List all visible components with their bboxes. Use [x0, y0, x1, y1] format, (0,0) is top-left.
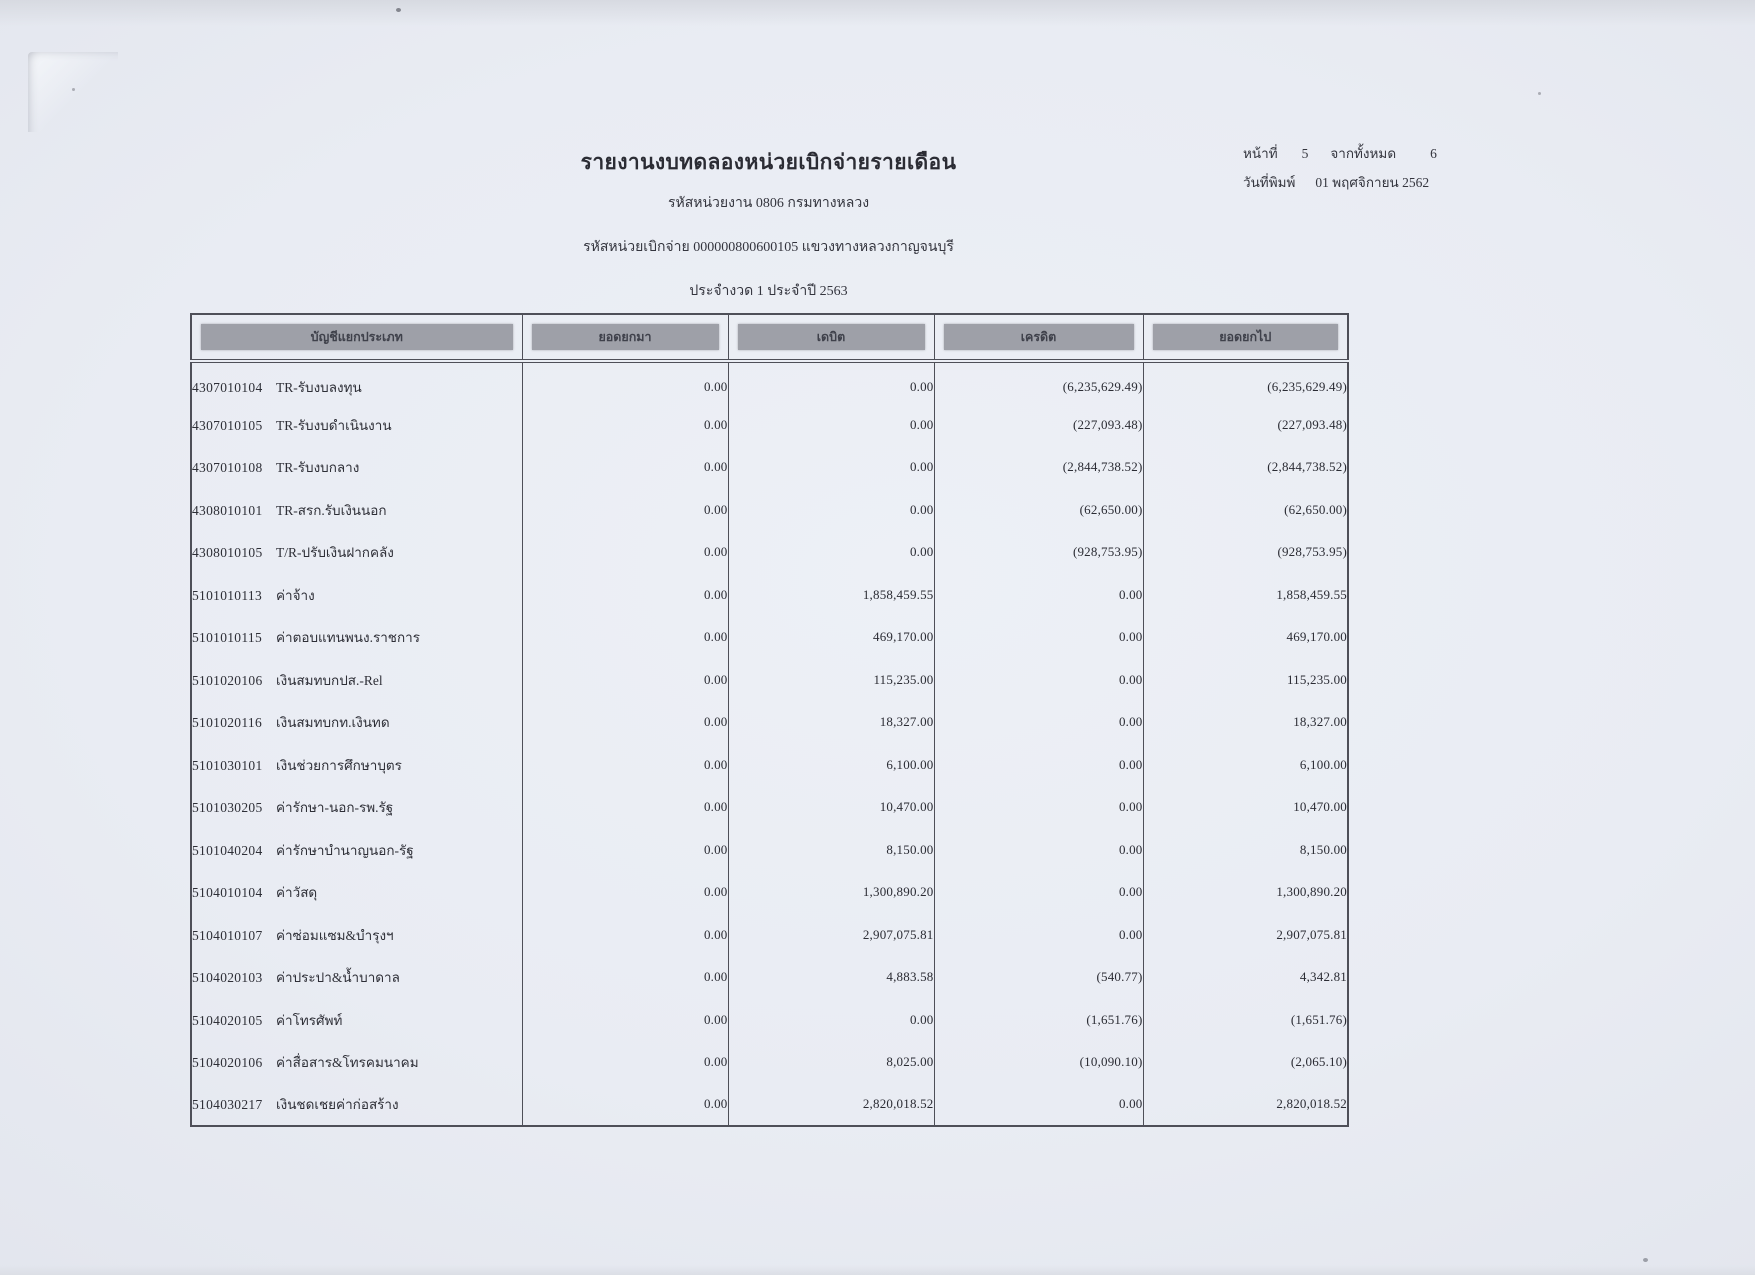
period-line: ประจำงวด 1 ประจำปี 2563: [689, 284, 848, 299]
account-code: 5101040204: [192, 842, 263, 858]
opening-balance-cell: 0.00: [522, 744, 728, 787]
account-cell: [191, 701, 522, 744]
print-date-line: [1243, 171, 1437, 193]
debit-cell: 0.00: [728, 489, 934, 532]
debit-cell: 8,025.00: [728, 1041, 934, 1084]
debit-cell: 0.00: [728, 446, 934, 489]
closing-balance-cell: (2,844,738.52): [1143, 446, 1348, 489]
account-code: 4307010108: [192, 460, 263, 476]
credit-cell: 0.00: [934, 829, 1143, 872]
account-name: เงินช่วยการศึกษาบุตร: [276, 757, 402, 773]
table-row: [191, 659, 1348, 702]
credit-cell: (6,235,629.49): [934, 361, 1143, 404]
credit-cell: 0.00: [934, 574, 1143, 617]
closing-balance-cell: 115,235.00: [1143, 659, 1348, 702]
account-cell: [191, 871, 522, 914]
debit-cell: 2,820,018.52: [728, 1084, 934, 1127]
account-code: 4307010104: [192, 380, 263, 396]
account-name: เงินสมทบกท.เงินทด: [276, 715, 390, 731]
opening-balance-cell: 0.00: [522, 786, 728, 829]
closing-balance-cell: 2,820,018.52: [1143, 1084, 1348, 1127]
opening-balance-cell: 0.00: [522, 956, 728, 999]
credit-cell: 0.00: [934, 1084, 1143, 1127]
table-row: [191, 616, 1348, 659]
account-code: 5104030217: [192, 1097, 263, 1113]
credit-cell: 0.00: [934, 659, 1143, 702]
column-header-label: เครดิต: [944, 324, 1134, 350]
debit-cell: 0.00: [728, 404, 934, 447]
account-cell: [191, 361, 522, 404]
table-row: [191, 701, 1348, 744]
opening-balance-cell: 0.00: [522, 489, 728, 532]
opening-balance-cell: 0.00: [522, 404, 728, 447]
opening-balance-cell: 0.00: [522, 829, 728, 872]
debit-cell: 2,907,075.81: [728, 914, 934, 957]
account-name: เงินสมทบกปส.-Rel: [276, 672, 383, 688]
column-header-opening-balance: [522, 314, 728, 361]
account-name: TR-สรก.รับเงินนอก: [276, 502, 387, 518]
opening-balance-cell: 0.00: [522, 446, 728, 489]
credit-cell: 0.00: [934, 786, 1143, 829]
debit-cell: 0.00: [728, 999, 934, 1042]
table-header-row: [191, 314, 1348, 361]
account-code: 5104010107: [192, 927, 263, 943]
account-code: 5101010113: [192, 587, 262, 603]
print-date-label: วันที่พิมพ์: [1243, 175, 1296, 190]
account-name: ค่าซ่อมแซม&บำรุงฯ: [276, 927, 394, 943]
closing-balance-cell: 469,170.00: [1143, 616, 1348, 659]
table-row: [191, 956, 1348, 999]
table-row: [191, 744, 1348, 787]
account-code: 5101020116: [192, 715, 262, 731]
account-name: ค่าประปา&น้ำบาดาล: [276, 970, 400, 986]
opening-balance-cell: 0.00: [522, 361, 728, 404]
opening-balance-cell: 0.00: [522, 574, 728, 617]
scan-edge-shadow-top: [0, 0, 1755, 26]
table-row: [191, 914, 1348, 957]
closing-balance-cell: (2,065.10): [1143, 1041, 1348, 1084]
account-name: ค่าวัสดุ: [276, 885, 318, 901]
disbursement-unit-line: รหัสหน่วยเบิกจ่าย 000000800600105 แขวงทางหลวงกาญจนบุรี: [583, 240, 954, 255]
table-row: [191, 531, 1348, 574]
scan-edge-shadow-bottom: [0, 1265, 1755, 1275]
account-code: 5101010115: [192, 630, 262, 646]
table-row: [191, 361, 1348, 404]
table-row: [191, 786, 1348, 829]
opening-balance-cell: 0.00: [522, 871, 728, 914]
account-code: 4307010105: [192, 417, 263, 433]
closing-balance-cell: 6,100.00: [1143, 744, 1348, 787]
account-cell: [191, 999, 522, 1042]
debit-cell: 0.00: [728, 531, 934, 574]
table-row: [191, 871, 1348, 914]
closing-balance-cell: (6,235,629.49): [1143, 361, 1348, 404]
account-code: 5104010104: [192, 885, 263, 901]
account-name: ค่าสื่อสาร&โทรคมนาคม: [276, 1055, 419, 1071]
scan-artifact: [1643, 1258, 1648, 1262]
closing-balance-cell: 10,470.00: [1143, 786, 1348, 829]
opening-balance-cell: 0.00: [522, 616, 728, 659]
agency-code-line: รหัสหน่วยงาน 0806 กรมทางหลวง: [667, 196, 870, 211]
account-cell: [191, 531, 522, 574]
account-name: ค่าตอบแทนพนง.ราชการ: [276, 630, 420, 646]
account-name: เงินชดเชยค่าก่อสร้าง: [276, 1097, 399, 1113]
column-header-label: บัญชีแยกประเภท: [201, 324, 513, 350]
of-total-label: จากทั้งหมด: [1330, 146, 1397, 161]
account-name: TR-รับงบกลาง: [276, 460, 360, 476]
account-name: ค่าโทรศัพท์: [276, 1012, 343, 1028]
table-row: [191, 829, 1348, 872]
debit-cell: 18,327.00: [728, 701, 934, 744]
account-code: 5101030205: [192, 800, 263, 816]
report-header: [190, 146, 1347, 302]
closing-balance-cell: 4,342.81: [1143, 956, 1348, 999]
closing-balance-cell: (928,753.95): [1143, 531, 1348, 574]
table-row: [191, 574, 1348, 617]
credit-cell: (10,090.10): [934, 1041, 1143, 1084]
credit-cell: 0.00: [934, 616, 1143, 659]
account-cell: [191, 659, 522, 702]
debit-cell: 1,300,890.20: [728, 871, 934, 914]
debit-cell: 4,883.58: [728, 956, 934, 999]
debit-cell: 115,235.00: [728, 659, 934, 702]
account-code: 4308010101: [192, 502, 263, 518]
credit-cell: 0.00: [934, 871, 1143, 914]
debit-cell: 0.00: [728, 361, 934, 404]
credit-cell: 0.00: [934, 914, 1143, 957]
table-row: [191, 446, 1348, 489]
account-name: T/R-ปรับเงินฝากคลัง: [276, 545, 394, 561]
opening-balance-cell: 0.00: [522, 659, 728, 702]
debit-cell: 6,100.00: [728, 744, 934, 787]
report-title: รายงานงบทดลองหน่วยเบิกจ่ายรายเดือน: [580, 150, 957, 174]
account-cell: [191, 829, 522, 872]
account-cell: [191, 1041, 522, 1084]
debit-cell: 10,470.00: [728, 786, 934, 829]
opening-balance-cell: 0.00: [522, 914, 728, 957]
debit-cell: 1,858,459.55: [728, 574, 934, 617]
closing-balance-cell: 8,150.00: [1143, 829, 1348, 872]
table-row: [191, 404, 1348, 447]
account-cell: [191, 914, 522, 957]
print-date-value: 01 พฤศจิกายน 2562: [1315, 175, 1430, 190]
debit-cell: 469,170.00: [728, 616, 934, 659]
scan-artifact: [1538, 92, 1541, 95]
page-info-block: [1243, 142, 1437, 200]
credit-cell: (540.77): [934, 956, 1143, 999]
page-number: 5: [1301, 146, 1309, 161]
column-header-closing-balance: [1143, 314, 1348, 361]
account-cell: [191, 404, 522, 447]
trial-balance-table: [190, 313, 1349, 1127]
table-row: [191, 999, 1348, 1042]
opening-balance-cell: 0.00: [522, 1084, 728, 1127]
table-row: [191, 1084, 1348, 1127]
closing-balance-cell: (1,651.76): [1143, 999, 1348, 1042]
table-body: [191, 361, 1348, 1126]
credit-cell: (62,650.00): [934, 489, 1143, 532]
table-row: [191, 1041, 1348, 1084]
table-row: [191, 489, 1348, 532]
account-cell: [191, 786, 522, 829]
account-cell: [191, 574, 522, 617]
closing-balance-cell: 2,907,075.81: [1143, 914, 1348, 957]
credit-cell: (928,753.95): [934, 531, 1143, 574]
account-code: 5104020103: [192, 970, 263, 986]
opening-balance-cell: 0.00: [522, 701, 728, 744]
closing-balance-cell: 1,300,890.20: [1143, 871, 1348, 914]
page-number-line: [1243, 142, 1437, 164]
debit-cell: 8,150.00: [728, 829, 934, 872]
column-header-credit: [934, 314, 1143, 361]
opening-balance-cell: 0.00: [522, 999, 728, 1042]
closing-balance-cell: (62,650.00): [1143, 489, 1348, 532]
account-name: ค่ารักษา-นอก-รพ.รัฐ: [276, 800, 394, 816]
account-name: TR-รับงบดำเนินงาน: [276, 417, 392, 433]
account-name: ค่าจ้าง: [276, 587, 315, 603]
account-cell: [191, 446, 522, 489]
account-code: 5101030101: [192, 757, 263, 773]
column-header-label: ยอดยกมา: [532, 324, 719, 350]
closing-balance-cell: 1,858,459.55: [1143, 574, 1348, 617]
credit-cell: 0.00: [934, 701, 1143, 744]
opening-balance-cell: 0.00: [522, 531, 728, 574]
total-pages: 6: [1430, 146, 1437, 161]
column-header-debit: [728, 314, 934, 361]
scan-artifact: [396, 8, 401, 12]
credit-cell: 0.00: [934, 744, 1143, 787]
column-header-label: ยอดยกไป: [1153, 324, 1339, 350]
account-cell: [191, 489, 522, 532]
account-code: 5104020105: [192, 1012, 263, 1028]
account-cell: [191, 616, 522, 659]
column-header-account: [191, 314, 522, 361]
credit-cell: (2,844,738.52): [934, 446, 1143, 489]
closing-balance-cell: (227,093.48): [1143, 404, 1348, 447]
opening-balance-cell: 0.00: [522, 1041, 728, 1084]
account-code: 5101020106: [192, 672, 263, 688]
credit-cell: (1,651.76): [934, 999, 1143, 1042]
account-name: TR-รับงบลงทุน: [276, 380, 362, 396]
account-cell: [191, 956, 522, 999]
account-code: 5104020106: [192, 1055, 263, 1071]
scan-artifact: [72, 88, 75, 91]
credit-cell: (227,093.48): [934, 404, 1143, 447]
account-code: 4308010105: [192, 545, 263, 561]
page-label: หน้าที่: [1243, 146, 1278, 161]
closing-balance-cell: 18,327.00: [1143, 701, 1348, 744]
column-header-label: เดบิต: [738, 324, 925, 350]
paper-crease: [28, 52, 118, 132]
account-name: ค่ารักษาบำนาญนอก-รัฐ: [276, 842, 414, 858]
account-cell: [191, 1084, 522, 1127]
account-cell: [191, 744, 522, 787]
